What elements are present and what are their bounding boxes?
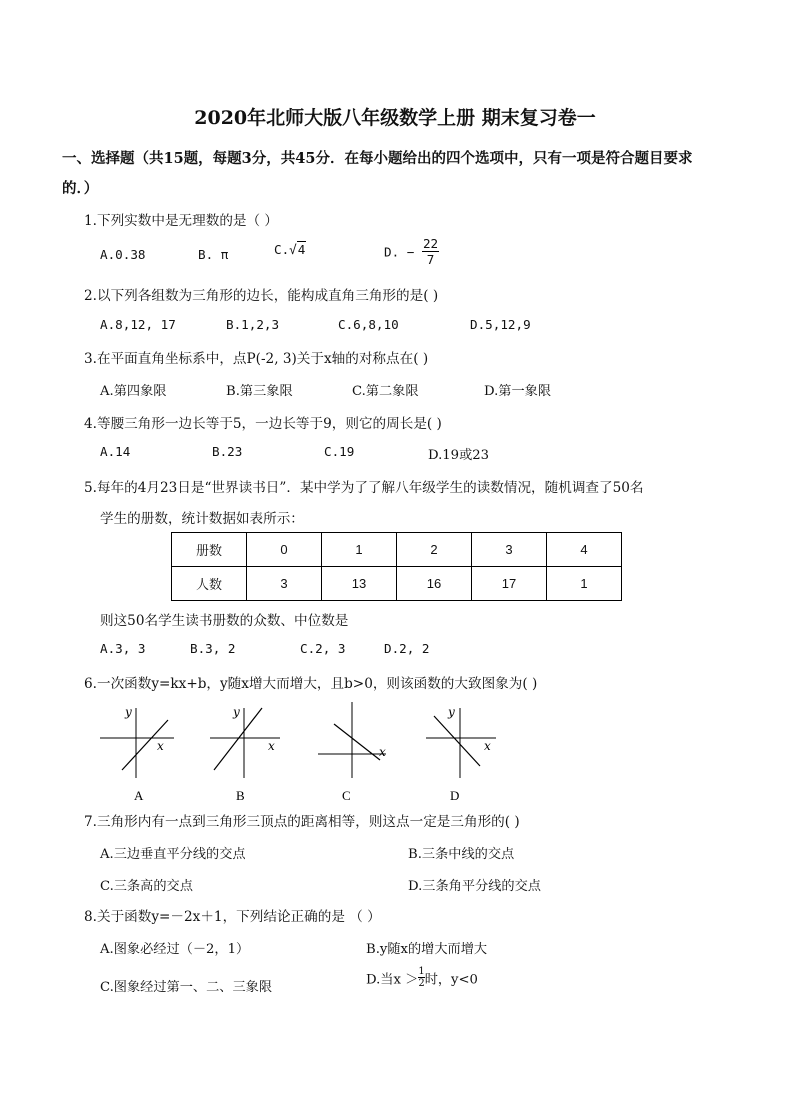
fraction-numerator: 1	[418, 966, 425, 977]
page-title: 2020年北师大版八年级数学上册 期末复习卷一	[194, 107, 596, 129]
q7-option-a: A.三边垂直平分线的交点	[100, 847, 246, 862]
graph-a	[100, 705, 174, 803]
graph-caption: C	[342, 788, 351, 803]
x-axis-label: x	[157, 739, 164, 753]
table-cell: 2	[397, 533, 472, 567]
section-heading: 一、选择题（共15题，每题3分，共45分．在每小题给出的四个选项中，只有一项是符合题目要求	[62, 150, 693, 167]
q4-option-a: A.14	[100, 444, 131, 459]
question-5-stem-cont: 学生的册数，统计数据如表所示：	[100, 511, 304, 527]
question-2-stem: 2.以下列各组数为三角形的边长，能构成直角三角形的是( )	[84, 288, 439, 304]
fraction-denominator: 2	[418, 978, 425, 989]
question-3-stem: 3.在平面直角坐标系中，点P(-2, 3)关于x轴的对称点在( )	[84, 351, 429, 367]
question-6-stem: 6.一次函数y=kx+b，y随x增大而增大，且b>0，则该函数的大致图象为( )	[84, 676, 538, 692]
table-cell: 1	[547, 567, 622, 601]
question-5-stem: 5.每年的4月23日是“世界读书日”．某中学为了了解八年级学生的读数情况，随机调查了50名	[84, 480, 644, 496]
q3-option-c: C.第二象限	[352, 384, 419, 399]
graph-caption: B	[236, 788, 245, 803]
q8-option-c: C.图象经过第一、二、三象限	[100, 980, 273, 995]
table-cell: 0	[247, 533, 322, 567]
q1-option-d	[384, 236, 439, 268]
table-cell: 1	[322, 533, 397, 567]
sqrt-symbol: √4	[289, 242, 306, 257]
section-heading-cont: 的．）	[62, 180, 99, 197]
table-cell: 4	[547, 533, 622, 567]
table-cell: 17	[472, 567, 547, 601]
q5-option-a: A.3, 3	[100, 641, 146, 656]
q3-option-b: B.第三象限	[226, 384, 293, 399]
y-axis-label: y	[233, 705, 240, 719]
q1-option-c-radicand: 4	[297, 242, 306, 257]
q4-option-c: C.19	[324, 444, 355, 459]
graph-caption: D	[450, 788, 460, 803]
q7-option-c: C.三条高的交点	[100, 879, 193, 894]
q1-option-c	[274, 242, 306, 257]
q8-option-d-condition: 时，y<0	[424, 972, 478, 988]
graph-caption: A	[134, 788, 144, 803]
q7-option-d: D.三条角平分线的交点	[408, 879, 541, 894]
y-axis-label: y	[125, 705, 132, 719]
q1-option-d-label: D. −	[384, 244, 415, 260]
q8-option-a: A.图象必经过（－2，1）	[100, 942, 250, 957]
question-4-stem: 4.等腰三角形一边长等于5，一边长等于9，则它的周长是( )	[84, 416, 442, 432]
table-cell: 13	[322, 567, 397, 601]
fraction-numerator: 22	[422, 236, 439, 251]
q1-option-b: B. π	[198, 247, 229, 262]
question-1-stem: 1.下列实数中是无理数的是（ ）	[84, 213, 279, 229]
x-axis-label: x	[379, 745, 386, 759]
q2-option-c: C.6,8,10	[338, 317, 399, 332]
q8-option-b: B.y随x的增大而增大	[366, 942, 488, 957]
fraction-denominator: 7	[426, 252, 435, 267]
q1-option-c-label: C.	[274, 242, 290, 257]
q2-option-a: A.8,12, 17	[100, 317, 176, 332]
q1-option-a: A.0.38	[100, 247, 146, 262]
q3-option-a: A.第四象限	[100, 384, 167, 399]
q4-option-d: D.19或23	[428, 448, 490, 463]
table-row	[172, 533, 622, 567]
table-cell: 3	[247, 567, 322, 601]
x-axis-label: x	[268, 739, 275, 753]
graph-b	[210, 705, 280, 803]
table-cell: 16	[397, 567, 472, 601]
table-cell: 人数	[172, 567, 247, 601]
q4-option-b: B.23	[212, 444, 243, 459]
graph-c	[318, 702, 386, 803]
table-row	[172, 567, 622, 601]
q8-option-d	[366, 967, 478, 989]
question-7-stem: 7.三角形内有一点到三角形三顶点的距离相等，则这点一定是三角形的( )	[84, 814, 520, 830]
graph-d	[426, 705, 496, 803]
q8-option-d-label: D.当x ＞	[366, 972, 419, 988]
table-cell: 3	[472, 533, 547, 567]
q7-option-b: B.三条中线的交点	[408, 847, 515, 862]
graph-options	[94, 698, 514, 806]
q3-option-d: D.第一象限	[484, 384, 552, 399]
y-axis-label: y	[448, 705, 455, 719]
q2-option-d: D.5,12,9	[470, 317, 531, 332]
fraction	[422, 236, 439, 268]
q5-option-b: B.3, 2	[190, 641, 236, 656]
table-cell: 册数	[172, 533, 247, 567]
question-5-prompt: 则这50名学生读书册数的众数、中位数是	[100, 613, 349, 629]
q2-option-b: B.1,2,3	[226, 317, 280, 332]
function-line	[334, 724, 380, 760]
question-8-stem: 8.关于函数y=－2x＋1，下列结论正确的是 （ ）	[84, 909, 381, 925]
function-line	[434, 716, 480, 766]
data-table	[171, 532, 622, 601]
q5-option-d: D.2, 2	[384, 641, 430, 656]
x-axis-label: x	[484, 739, 491, 753]
q5-option-c: C.2, 3	[300, 641, 346, 656]
